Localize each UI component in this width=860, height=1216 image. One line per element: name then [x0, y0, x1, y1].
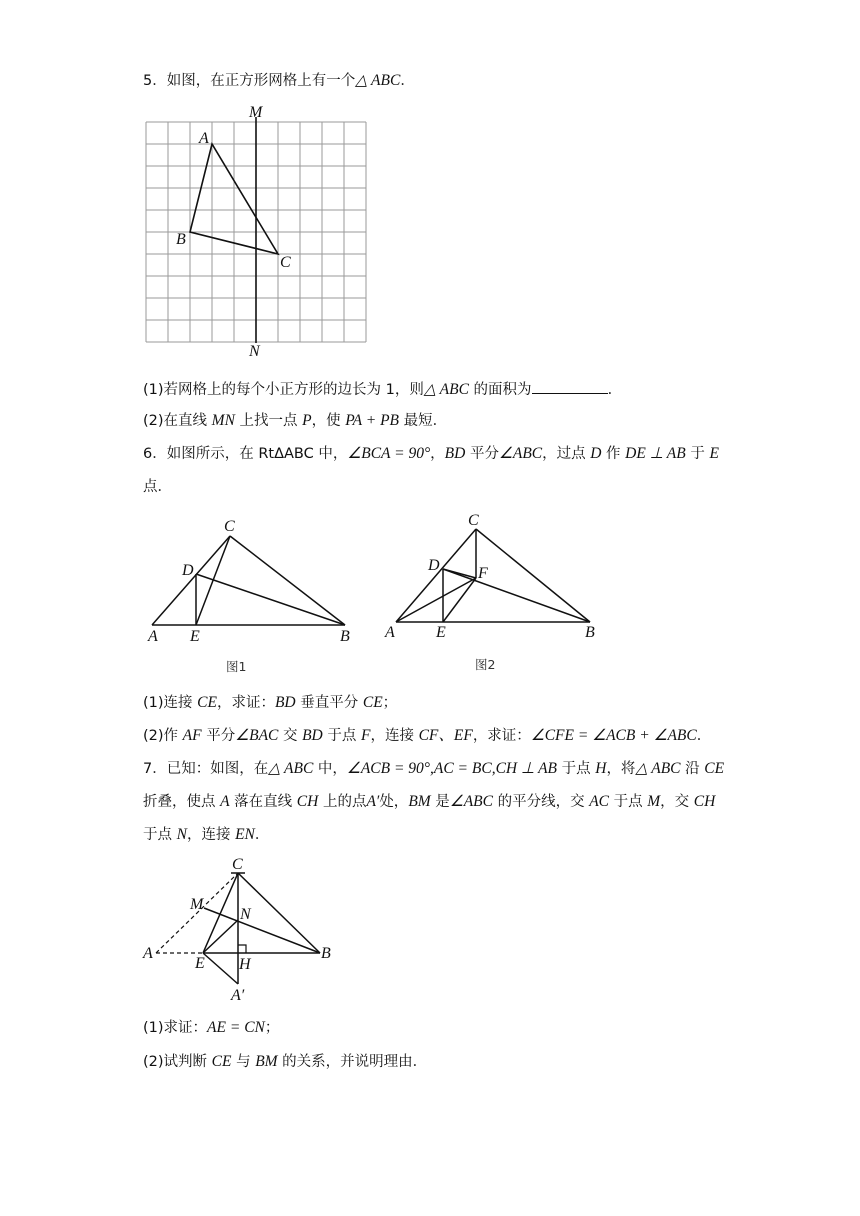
- label-b: B: [176, 231, 186, 248]
- q5-statement: 5．如图，在正方形网格上有一个△ ABC．: [143, 72, 415, 89]
- label-a: A: [148, 628, 158, 645]
- q5-part2: (2)在直线 MN 上找一点 P，使 PA + PB 最短．: [143, 412, 448, 429]
- figure-caption: 图1: [226, 659, 247, 674]
- label-h: H: [239, 956, 251, 973]
- label-f: F: [478, 565, 488, 582]
- label-d: D: [428, 557, 440, 574]
- label-b: B: [585, 624, 595, 641]
- label-c: C: [224, 518, 235, 535]
- q6-figure-1: [140, 515, 365, 680]
- q7-part1: (1)求证：AE = CN；: [143, 1019, 280, 1036]
- q6-part2: (2)作 AF 平分∠BAC 交 BD 于点 F，连接 CF、EF，求证：∠CFE = ∠ACB + ∠ABC．: [143, 727, 712, 744]
- label-e: E: [195, 955, 205, 972]
- q7-part2: (2)试判断 CE 与 BM 的关系，并说明理由．: [143, 1053, 428, 1070]
- q7-statement-line3: 于点 N，连接 EN．: [143, 826, 270, 843]
- label-a: A: [143, 945, 153, 962]
- label-m: M: [249, 104, 263, 121]
- label-e: E: [190, 628, 200, 645]
- label-a: A: [199, 130, 209, 147]
- label-d: D: [182, 562, 194, 579]
- q6-figure-2: [380, 508, 605, 673]
- q6-statement-line1: 6．如图所示，在 RtΔABC 中，∠BCA = 90°，BD 平分∠ABC，过点 D 作 DE ⊥ AB 于 E: [143, 445, 719, 462]
- label-b: B: [340, 628, 350, 645]
- q6-statement-line2: 点．: [143, 479, 172, 495]
- q7-figure: [140, 853, 340, 1008]
- label-c: C: [468, 512, 479, 529]
- label-n: N: [249, 343, 260, 360]
- figure-caption: 图2: [475, 657, 496, 672]
- label-b: B: [321, 945, 331, 962]
- label-m: M: [190, 896, 204, 913]
- q6-part1: (1)连接 CE，求证：BD 垂直平分 CE；: [143, 694, 398, 711]
- q5-grid-figure: [135, 100, 375, 365]
- label-e: E: [436, 624, 446, 641]
- q7-statement-line2: 折叠，使点 A 落在直线 CH 上的点A′处，BM 是∠ABC 的平分线，交 AC 于点 M，交 CH: [143, 793, 716, 810]
- label-a: A: [385, 624, 395, 641]
- q7-statement-line1: 7．已知：如图，在△ ABC 中，∠ACB = 90°,AC = BC,CH ⊥ AB 于点 H，将△ ABC 沿 CE: [143, 760, 725, 777]
- label-c: C: [232, 856, 243, 873]
- label-n: N: [240, 906, 251, 923]
- label-a-prime: A′: [231, 987, 245, 1004]
- q5-part1: (1)若网格上的每个小正方形的边长为 1，则△ ABC 的面积为 ．: [143, 381, 623, 398]
- label-c: C: [280, 254, 291, 271]
- answer-blank[interactable]: [532, 379, 608, 394]
